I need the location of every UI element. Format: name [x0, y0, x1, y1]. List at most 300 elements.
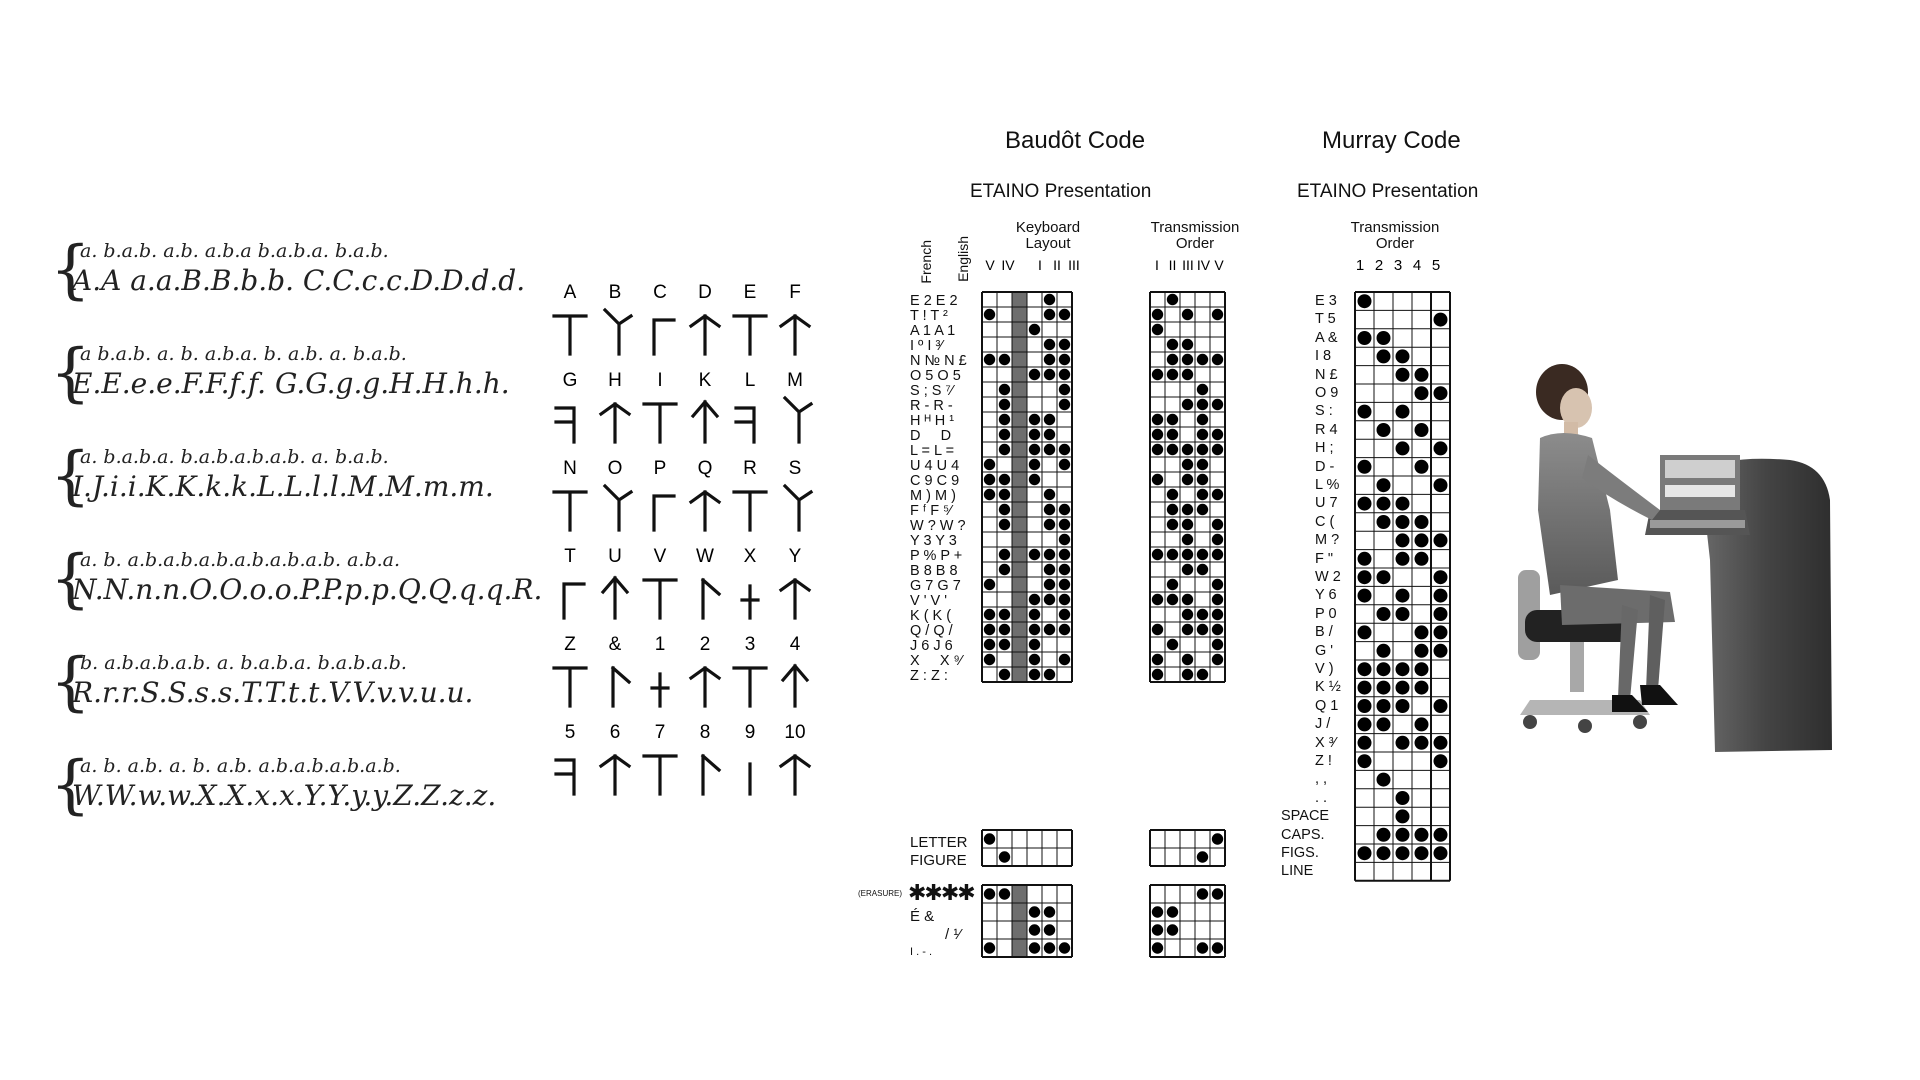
- punch-hole: [1377, 644, 1391, 658]
- semaphore-label: F: [789, 282, 801, 303]
- punch-hole: [1212, 579, 1223, 590]
- punch-hole: [1396, 662, 1410, 676]
- punch-hole: [1182, 309, 1193, 320]
- punch-hole: [1212, 654, 1223, 665]
- murray-row-label: Z !: [1315, 753, 1332, 769]
- punch-hole: [1434, 478, 1448, 492]
- punch-hole: [1182, 354, 1193, 365]
- murray-row-label: H ;: [1315, 440, 1334, 457]
- semaphore-label: M: [787, 370, 803, 391]
- punch-hole: [1044, 549, 1055, 560]
- punch-hole: [1044, 942, 1055, 953]
- punch-hole: [999, 399, 1010, 410]
- murray-row-label: E 3: [1315, 293, 1337, 309]
- punch-hole: [1059, 942, 1070, 953]
- semaphore-label: G: [562, 370, 578, 391]
- punch-hole: [1044, 339, 1055, 350]
- punch-hole: [1434, 754, 1448, 768]
- punch-hole: [1044, 429, 1055, 440]
- keyboard-col-label: IV: [1001, 257, 1015, 273]
- punch-hole: [1197, 504, 1208, 515]
- murray-row-label: M ?: [1315, 532, 1340, 549]
- punch-hole: [1167, 294, 1178, 305]
- baudot-row-label: A 1 A 1: [910, 323, 956, 339]
- punch-hole: [1029, 609, 1040, 620]
- punch-hole: [1377, 570, 1391, 584]
- punch-hole: [1167, 594, 1178, 605]
- baudot-row-label: D D: [910, 428, 952, 444]
- punch-hole: [984, 309, 995, 320]
- transmission-col-label: V: [1214, 257, 1224, 273]
- punch-hole: [1167, 339, 1178, 350]
- punch-hole: [1434, 828, 1448, 842]
- punch-hole: [1434, 441, 1448, 455]
- brace-icon: {: [50, 439, 91, 513]
- baudot-row-label: S ; S ⁷⁄: [910, 383, 954, 399]
- extra-row-erasure: ✱✱✱✱: [908, 880, 974, 905]
- punch-hole: [984, 888, 995, 899]
- punch-hole: [1059, 369, 1070, 380]
- punch-hole: [1029, 429, 1040, 440]
- punch-hole: [1358, 699, 1372, 713]
- penmanship-label-row: a. b. a.b. a. b. a.b. a.b.a.b.a.b.a.b.: [80, 755, 401, 777]
- murray-row-label: CAPS.: [1281, 826, 1325, 843]
- penmanship-label-row: a b.a.b. a. b. a.b.a. b. a.b. a. b.a.b.: [80, 343, 407, 365]
- punch-hole: [1152, 594, 1163, 605]
- punch-hole: [1167, 549, 1178, 560]
- punch-hole: [1396, 791, 1410, 805]
- punch-hole: [1059, 609, 1070, 620]
- punch-hole: [1044, 906, 1055, 917]
- punch-hole: [1167, 906, 1178, 917]
- punch-hole: [1182, 564, 1193, 575]
- punch-hole: [1029, 459, 1040, 470]
- murray-row-label: A &: [1315, 329, 1338, 346]
- punch-hole: [984, 474, 995, 485]
- punch-hole: [1396, 681, 1410, 695]
- punch-hole: [1182, 594, 1193, 605]
- punch-hole: [1044, 519, 1055, 530]
- semaphore-label: 2: [699, 634, 711, 655]
- baudot-transmission-header: Transmission Order: [1150, 219, 1240, 252]
- murray-row-label: O 9: [1315, 385, 1339, 401]
- punch-hole: [999, 549, 1010, 560]
- punch-hole: [1212, 534, 1223, 545]
- brace-icon: {: [50, 233, 91, 307]
- punch-hole: [1167, 414, 1178, 425]
- punch-hole: [1377, 773, 1391, 787]
- semaphore-label: X: [743, 546, 757, 567]
- punch-hole: [1152, 942, 1163, 953]
- punch-hole: [1396, 441, 1410, 455]
- punch-hole: [1358, 662, 1372, 676]
- punch-hole: [1415, 533, 1429, 547]
- murray-transmission-header: Transmission Order: [1350, 219, 1440, 252]
- punch-hole: [1152, 414, 1163, 425]
- teleprinter-photo: [1500, 360, 1840, 760]
- murray-row-label: . .: [1315, 789, 1328, 806]
- punch-hole: [1358, 589, 1372, 603]
- punch-hole: [1167, 489, 1178, 500]
- punch-hole: [1415, 846, 1429, 860]
- murray-row-label: V ): [1315, 661, 1334, 677]
- keyboard-col-label: I: [1038, 257, 1042, 273]
- punch-hole: [1182, 669, 1193, 680]
- punch-hole: [1059, 594, 1070, 605]
- punch-hole: [1358, 331, 1372, 345]
- murray-row-label: , ,: [1315, 771, 1328, 788]
- punch-hole: [984, 624, 995, 635]
- murray-row-label: I 8: [1315, 348, 1332, 365]
- photo-illustration: [1500, 360, 1840, 760]
- murray-row-label: G ': [1315, 642, 1334, 659]
- punch-hole: [1415, 423, 1429, 437]
- punch-hole: [1377, 423, 1391, 437]
- punch-hole: [1167, 354, 1178, 365]
- semaphore-label: N: [563, 458, 577, 479]
- punch-hole: [999, 519, 1010, 530]
- semaphore-label: S: [788, 458, 802, 479]
- semaphore-label: P: [653, 458, 667, 479]
- punch-hole: [1377, 515, 1391, 529]
- keyboard-layout-header: Keyboard Layout: [1015, 219, 1081, 252]
- punch-hole: [1059, 579, 1070, 590]
- punch-hole: [1059, 504, 1070, 515]
- murray-row-label: D -: [1315, 458, 1335, 475]
- punch-hole: [1152, 549, 1163, 560]
- punch-hole: [1182, 654, 1193, 665]
- transmission-col-label: III: [1182, 257, 1194, 273]
- punch-hole: [1197, 429, 1208, 440]
- semaphore-label: Z: [564, 634, 576, 655]
- penmanship-label-row: a. b. a.b.a.b.a.b.a.b.a.b.a.b. a.b.a.: [80, 549, 401, 571]
- punch-hole: [1059, 459, 1070, 470]
- punch-hole: [1152, 654, 1163, 665]
- punch-hole: [1182, 459, 1193, 470]
- murray-row-label: P 0: [1315, 605, 1337, 622]
- semaphore-label: Y: [788, 546, 802, 567]
- punch-hole: [1212, 624, 1223, 635]
- penmanship-letter-row: I.J.i.i.K.K.k.k.L.L.l.l.M.M.m.m.: [72, 470, 494, 503]
- punch-hole: [1396, 533, 1410, 547]
- punch-hole: [1434, 699, 1448, 713]
- punch-hole: [1377, 681, 1391, 695]
- letter-label: LETTER: [910, 834, 968, 851]
- punch-hole: [1197, 609, 1208, 620]
- punch-hole: [1358, 497, 1372, 511]
- brace-icon: {: [50, 336, 91, 410]
- punch-hole: [1396, 368, 1410, 382]
- punch-hole: [1358, 460, 1372, 474]
- punch-hole: [999, 489, 1010, 500]
- punch-hole: [1415, 460, 1429, 474]
- murray-row-label: SPACE: [1281, 808, 1330, 825]
- punch-hole: [1212, 519, 1223, 530]
- punch-hole: [1059, 519, 1070, 530]
- punch-hole: [1029, 414, 1040, 425]
- punch-hole: [1197, 564, 1208, 575]
- punch-hole: [1212, 942, 1223, 953]
- punch-hole: [1415, 625, 1429, 639]
- punch-hole: [1059, 534, 1070, 545]
- murray-col-label: 4: [1412, 257, 1422, 274]
- punch-hole: [1029, 906, 1040, 917]
- punch-hole: [1044, 579, 1055, 590]
- murray-grid-right: [1431, 292, 1450, 881]
- punch-hole: [1377, 497, 1391, 511]
- punch-hole: [1059, 549, 1070, 560]
- murray-grid-left: [1355, 292, 1431, 881]
- punch-hole: [999, 354, 1010, 365]
- punch-hole: [1182, 534, 1193, 545]
- baudot-row-label: C 9 C 9: [910, 473, 960, 489]
- murray-row-label: B /: [1315, 624, 1333, 641]
- punch-hole: [1182, 339, 1193, 350]
- baudot-row-label: L = L =: [910, 443, 955, 459]
- punch-hole: [1029, 324, 1040, 335]
- punch-hole: [1152, 444, 1163, 455]
- punch-hole: [1029, 549, 1040, 560]
- semaphore-label: 9: [744, 722, 756, 743]
- murray-col-label: 1: [1355, 257, 1365, 274]
- punch-hole: [1434, 846, 1448, 860]
- punch-hole: [1377, 478, 1391, 492]
- punch-hole: [1197, 851, 1208, 862]
- english-label: English: [955, 236, 971, 282]
- semaphore-label: I: [657, 370, 663, 391]
- punch-hole: [1044, 369, 1055, 380]
- punch-hole: [1396, 809, 1410, 823]
- baudot-row-label: N № N £: [910, 353, 967, 369]
- semaphore-label: 4: [789, 634, 801, 655]
- semaphore-label: Q: [697, 458, 713, 479]
- punch-hole: [999, 639, 1010, 650]
- keyboard-col-label: III: [1068, 257, 1080, 273]
- baudot-row-label: P % P +: [910, 548, 963, 564]
- punch-hole: [999, 429, 1010, 440]
- punch-hole: [1434, 607, 1448, 621]
- baudot-row-label: Z : Z :: [910, 668, 948, 684]
- extra-row-e-acute: É &: [910, 908, 935, 925]
- semaphore-label: H: [608, 370, 622, 391]
- punch-hole: [999, 624, 1010, 635]
- punch-hole: [1152, 429, 1163, 440]
- punch-hole: [1182, 609, 1193, 620]
- punch-hole: [1396, 607, 1410, 621]
- penmanship-label-row: a. b.a.b.a. b.a.b.a.b.a.b. a. b.a.b.: [80, 446, 389, 468]
- punch-hole: [1415, 736, 1429, 750]
- baudot-row-label: W ? W ?: [910, 518, 966, 534]
- murray-row-label: R 4: [1315, 421, 1338, 438]
- punch-hole: [1044, 624, 1055, 635]
- murray-row-label: C (: [1315, 513, 1335, 530]
- baudot-row-label: Q / Q /: [910, 623, 953, 639]
- punch-hole: [1182, 474, 1193, 485]
- murray-row-label: N £: [1315, 366, 1338, 383]
- murray-row-label: L %: [1315, 477, 1340, 493]
- baudot-row-label: U 4 U 4: [910, 458, 960, 474]
- punch-hole: [1197, 444, 1208, 455]
- semaphore-label: A: [563, 282, 577, 303]
- punch-hole: [984, 639, 995, 650]
- semaphore-label: D: [698, 282, 712, 303]
- baudot-row-label: J 6 J 6: [910, 638, 953, 654]
- murray-col-label: 2: [1374, 257, 1384, 274]
- penmanship-letter-row: A.A a.a.B.B.b.b. C.C.c.c.D.D.d.d.: [72, 264, 526, 297]
- semaphore-label: E: [743, 282, 757, 303]
- punch-hole: [1167, 639, 1178, 650]
- baudot-row-label: K ( K (: [910, 608, 952, 624]
- punch-hole: [1152, 324, 1163, 335]
- punch-hole: [1182, 369, 1193, 380]
- semaphore-label: 3: [744, 634, 756, 655]
- punch-hole: [1415, 644, 1429, 658]
- punch-hole: [1197, 399, 1208, 410]
- semaphore-label: 8: [699, 722, 711, 743]
- penmanship-letter-row: R.r.r.S.S.s.s.T.T.t.t.V.V.v.v.u.u.: [72, 676, 474, 709]
- punch-hole: [1415, 552, 1429, 566]
- baudot-extra-transmission: [1150, 885, 1225, 957]
- baudot-row-label: F ᶠ F ⁵⁄: [910, 503, 952, 519]
- baudot-row-label: H ᴴ H ¹: [910, 413, 955, 429]
- punch-hole: [1044, 354, 1055, 365]
- murray-row-label: F ": [1315, 550, 1334, 567]
- baudot-row-label: X X ⁹⁄: [910, 653, 963, 669]
- keyboard-col-label: V: [985, 257, 995, 273]
- punch-hole: [1029, 624, 1040, 635]
- baudot-title: Baudôt Code: [1005, 127, 1146, 154]
- punch-hole: [1152, 624, 1163, 635]
- punch-hole: [1059, 384, 1070, 395]
- semaphore-label: T: [564, 546, 576, 567]
- semaphore-label: L: [744, 370, 756, 391]
- punch-hole: [1212, 888, 1223, 899]
- transmission-col-label: I: [1155, 257, 1159, 273]
- baudot-keyboard-grid: [982, 292, 1072, 682]
- semaphore-label: W: [696, 546, 714, 567]
- punch-hole: [984, 942, 995, 953]
- punch-hole: [1044, 564, 1055, 575]
- punch-hole: [1197, 888, 1208, 899]
- semaphore-label: B: [608, 282, 622, 303]
- extra-row-dots: I . - .: [910, 946, 932, 958]
- punch-hole: [1358, 294, 1372, 308]
- punch-hole: [1182, 549, 1193, 560]
- punch-hole: [1377, 846, 1391, 860]
- punch-hole: [1212, 833, 1223, 844]
- punch-hole: [1415, 828, 1429, 842]
- murray-col-label: 3: [1393, 257, 1403, 274]
- punch-hole: [1197, 624, 1208, 635]
- punch-hole: [1182, 399, 1193, 410]
- punch-hole: [1059, 444, 1070, 455]
- punch-hole: [1212, 354, 1223, 365]
- punch-hole: [984, 354, 995, 365]
- punch-hole: [1212, 549, 1223, 560]
- murray-row-label: Y 6: [1315, 587, 1337, 604]
- baudot-letter-figure-keyboard: [982, 830, 1072, 866]
- punch-hole: [1167, 429, 1178, 440]
- punch-hole: [1212, 609, 1223, 620]
- punch-hole: [999, 851, 1010, 862]
- punch-hole: [1044, 594, 1055, 605]
- baudot-row-label: R - R -: [910, 398, 953, 414]
- brace-icon: {: [50, 748, 91, 822]
- punch-hole: [1167, 504, 1178, 515]
- punch-hole: [1197, 474, 1208, 485]
- punch-hole: [1044, 924, 1055, 935]
- punch-hole: [1415, 386, 1429, 400]
- baudot-row-label: B 8 B 8: [910, 563, 958, 579]
- baudot-row-label: M ) M ): [910, 488, 956, 504]
- baudot-transmission-grid: [1150, 292, 1225, 682]
- semaphore-label: 5: [564, 722, 576, 743]
- punch-hole: [1396, 589, 1410, 603]
- punch-hole: [999, 564, 1010, 575]
- punch-hole: [1212, 429, 1223, 440]
- punch-hole: [1415, 717, 1429, 731]
- murray-row-label: FIGS.: [1281, 845, 1319, 861]
- extra-row-slash: / ¹⁄: [945, 926, 961, 943]
- punch-hole: [1029, 474, 1040, 485]
- semaphore-label: 10: [784, 722, 806, 743]
- punch-hole: [1152, 474, 1163, 485]
- semaphore-label: O: [607, 458, 623, 479]
- baudot-extra-keyboard: [982, 885, 1072, 957]
- baudot-row-label: T ! T ²: [910, 308, 948, 324]
- semaphore-label: V: [653, 546, 667, 567]
- punch-hole: [1152, 924, 1163, 935]
- punch-hole: [1434, 386, 1448, 400]
- semaphore-label: &: [608, 634, 622, 655]
- punch-hole: [1396, 515, 1410, 529]
- punch-hole: [1044, 444, 1055, 455]
- punch-hole: [1167, 579, 1178, 590]
- punch-hole: [1396, 699, 1410, 713]
- punch-hole: [1044, 669, 1055, 680]
- punch-hole: [1358, 681, 1372, 695]
- murray-row-label: K ½: [1315, 679, 1341, 696]
- erasure-label: (ERASURE): [858, 889, 903, 898]
- punch-hole: [1152, 669, 1163, 680]
- punch-hole: [1167, 924, 1178, 935]
- semaphore-label: 1: [654, 634, 666, 655]
- punch-hole: [1152, 309, 1163, 320]
- punch-hole: [1059, 624, 1070, 635]
- punch-hole: [1396, 736, 1410, 750]
- punch-hole: [1377, 717, 1391, 731]
- punch-hole: [1358, 754, 1372, 768]
- punch-hole: [1029, 594, 1040, 605]
- murray-row-label: X ³⁄: [1315, 734, 1336, 751]
- brace-icon: {: [50, 645, 91, 719]
- punch-hole: [1377, 828, 1391, 842]
- penmanship-label-row: b. a.b.a.b.a.b. a. b.a.b.a. b.a.b.a.b.: [80, 652, 407, 674]
- punch-hole: [999, 384, 1010, 395]
- punch-hole: [1029, 669, 1040, 680]
- punch-hole: [1167, 519, 1178, 530]
- baudot-row-label: O 5 O 5: [910, 368, 961, 384]
- punch-hole: [1415, 368, 1429, 382]
- murray-row-label: S :: [1315, 403, 1333, 420]
- punch-hole: [984, 654, 995, 665]
- punch-hole: [1197, 414, 1208, 425]
- punch-hole: [1415, 515, 1429, 529]
- punch-hole: [1212, 399, 1223, 410]
- punch-hole: [1182, 504, 1193, 515]
- penmanship-letter-row: N.N.n.n.O.O.o.o.P.P.p.p.Q.Q.q.q.R.: [72, 573, 543, 606]
- punch-hole: [1044, 294, 1055, 305]
